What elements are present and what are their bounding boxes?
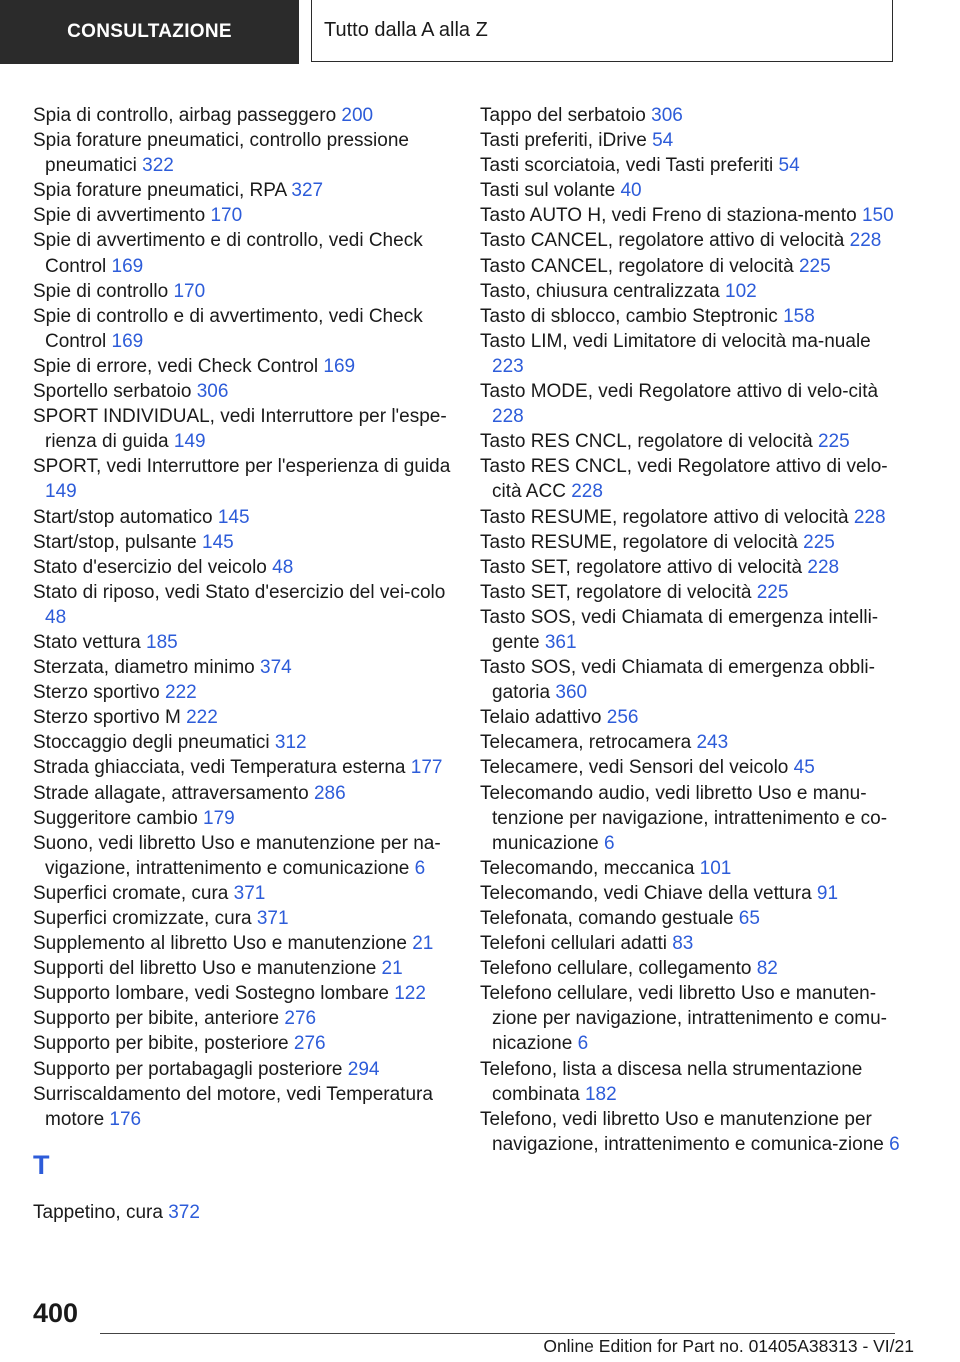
page-reference-link[interactable]: 149 (45, 481, 77, 503)
index-entry (33, 956, 453, 981)
index-entry (33, 128, 453, 178)
page-reference-link[interactable]: 228 (807, 556, 840, 578)
index-entry-text: Tasto CANCEL, regolatore di velocità (480, 255, 794, 277)
index-entry-text: Supplemento al libretto Uso e manutenzione (33, 933, 407, 955)
page-reference-link[interactable]: 306 (651, 105, 683, 126)
page-reference-link[interactable]: 228 (853, 506, 886, 528)
index-entry-text: Sterzo sportivo (33, 682, 160, 704)
page-reference-link[interactable]: 372 (168, 1201, 200, 1223)
page-reference-link[interactable]: 185 (146, 631, 178, 653)
index-entry-text: Telefono cellulare, vedi libretto Uso e manuten-zione per navigazione, intrattenimento e comu-nicazione (480, 983, 888, 1055)
page-reference-link[interactable]: 149 (173, 431, 206, 453)
index-entry (480, 530, 900, 555)
page-reference-link[interactable]: 322 (142, 155, 174, 177)
index-entry (33, 1031, 453, 1056)
index-entry (33, 530, 453, 555)
index-entry-text: Spie di avvertimento (33, 205, 206, 227)
index-entry (33, 705, 453, 730)
index-entry (33, 831, 453, 881)
index-entry (33, 755, 453, 780)
index-entry-text: Telefonata, comando gestuale (480, 908, 734, 929)
index-entry (33, 454, 453, 504)
page-reference-link[interactable]: 145 (217, 506, 250, 528)
page-reference-link[interactable]: 374 (260, 657, 292, 679)
index-entry (480, 128, 900, 153)
index-entry-text: Sterzata, diametro minimo (33, 657, 255, 679)
index-entry (480, 178, 900, 203)
index-entry (33, 630, 453, 655)
page-reference-link[interactable]: 176 (109, 1108, 142, 1130)
index-entry (480, 1107, 900, 1157)
page-reference-link[interactable]: 48 (272, 556, 294, 578)
index-entry-text: Spia di controllo, airbag passeggero (33, 105, 337, 126)
index-entry-text: Strada ghiacciata, vedi Temperatura esterna (33, 757, 406, 779)
index-entry-text: Suono, vedi libretto Uso e manutenzione per na-vigazione, intrattenimento e comunicazione (33, 832, 441, 879)
index-list-left (33, 103, 453, 1132)
index-entry-text: Supporto per bibite, anteriore (33, 1008, 280, 1030)
page-reference-link[interactable]: 276 (293, 1033, 326, 1055)
index-entry-text: Spie di errore, vedi Check Control (33, 355, 319, 377)
index-entry-text: Tappo del serbatoio (480, 105, 646, 126)
index-entry-text: Telefoni cellulari adatti (480, 933, 667, 955)
index-entry-text: Stato d'esercizio del veicolo (33, 556, 267, 578)
index-entry-text: Telecamere, vedi Sensori del veicolo (480, 757, 789, 779)
page-reference-link[interactable]: 83 (672, 933, 694, 955)
index-entry (33, 304, 453, 354)
index-entry-text: Supporto per bibite, posteriore (33, 1033, 289, 1055)
index-entry-text: Tasto RES CNCL, vedi Regolatore attivo di velo-cità ACC (480, 456, 888, 503)
page-reference-link[interactable]: 122 (394, 983, 426, 1005)
index-entry (33, 379, 453, 404)
index-entry (480, 781, 900, 856)
page-reference-link[interactable]: 6 (889, 1133, 900, 1155)
index-entry-text: Tasti sul volante (480, 180, 616, 202)
index-list-left-after (33, 1200, 453, 1225)
page-reference-link[interactable]: 228 (849, 230, 882, 252)
page-reference-link[interactable]: 6 (603, 832, 615, 854)
index-entry-text: Tasto, chiusura centralizzata (480, 280, 720, 302)
page-reference-link[interactable]: 179 (203, 807, 235, 829)
index-entry (480, 705, 900, 730)
page-reference-link[interactable]: 102 (725, 280, 757, 302)
index-entry-text: Telecomando, meccanica (480, 857, 695, 879)
index-entry-text: Start/stop, pulsante (33, 531, 197, 553)
index-entry (480, 755, 900, 780)
index-entry (480, 580, 900, 605)
index-entry (33, 1200, 453, 1225)
page-reference-link[interactable]: 169 (111, 255, 144, 277)
index-entry-text: Telefono cellulare, collegamento (480, 958, 752, 980)
index-entry-text: Superfici cromizzate, cura (33, 908, 252, 929)
index-entry (480, 429, 900, 454)
index-entry (33, 404, 453, 454)
index-entry (33, 730, 453, 755)
page-reference-link[interactable]: 21 (381, 958, 403, 980)
index-entry (480, 279, 900, 304)
page-reference-link[interactable]: 54 (652, 130, 674, 152)
page-reference-link[interactable]: 327 (291, 180, 324, 202)
index-entry-text: Spia forature pneumatici, RPA (33, 180, 287, 202)
index-entry (480, 329, 900, 379)
page-reference-link[interactable]: 360 (555, 682, 588, 704)
index-entry (33, 103, 453, 128)
index-entry-text: Telecomando, vedi Chiave della vettura (480, 882, 812, 904)
index-entry (480, 730, 900, 755)
index-entry-text: Tasti scorciatoia, vedi Tasti preferiti (480, 155, 774, 177)
page-reference-link[interactable]: 40 (620, 180, 642, 202)
index-entry (33, 1057, 453, 1082)
index-entry-text: Tasti preferiti, iDrive (480, 130, 647, 152)
index-entry-text: Surriscaldamento del motore, vedi Temperatura motore (33, 1083, 433, 1130)
page-reference-link[interactable]: 306 (196, 381, 229, 403)
index-entry (480, 981, 900, 1056)
page-reference-link[interactable]: 150 (861, 205, 894, 227)
section-title: CONSULTAZIONE (67, 21, 232, 42)
index-entry-text: Supporti del libretto Uso e manutenzione (33, 958, 377, 980)
page-reference-link[interactable]: 6 (577, 1033, 589, 1055)
chapter-header (311, 0, 893, 62)
index-entry-text: Spie di controllo e di avvertimento, vedi Check Control (33, 305, 423, 352)
index-entry (33, 781, 453, 806)
index-entry-text: Tasto SOS, vedi Chiamata di emergenza obbli-gatoria (480, 657, 875, 704)
index-column-left (33, 103, 453, 1225)
index-entry-text: Sportello serbatoio (33, 381, 192, 403)
index-entry-text: Tasto SET, regolatore di velocità (480, 581, 752, 603)
index-entry-text: Strade allagate, attraversamento (33, 782, 309, 804)
page-reference-link[interactable]: 45 (793, 757, 815, 779)
index-entry (33, 178, 453, 203)
page-reference-link[interactable]: 91 (816, 882, 839, 904)
page-reference-link[interactable]: 21 (412, 933, 434, 955)
index-entry (33, 1082, 453, 1132)
page-reference-link[interactable]: 286 (313, 782, 346, 804)
page-reference-link[interactable]: 169 (323, 355, 356, 377)
index-entry-text: Tasto di sblocco, cambio Steptronic (480, 305, 778, 327)
page-reference-link[interactable]: 222 (165, 682, 197, 704)
index-entry (33, 680, 453, 705)
page-reference-link[interactable]: 48 (45, 606, 67, 628)
page-reference-link[interactable]: 6 (414, 857, 426, 879)
page-reference-link[interactable]: 371 (256, 908, 289, 929)
index-entry (480, 228, 900, 253)
index-entry-text: Tasto SOS, vedi Chiamata di emergenza intelli-gente (480, 606, 879, 653)
index-entry (33, 580, 453, 630)
index-entry (480, 655, 900, 705)
page-reference-link[interactable]: 200 (341, 105, 374, 126)
index-entry (480, 153, 900, 178)
index-entry-text: Stato di riposo, vedi Stato d'esercizio del vei-colo (33, 581, 446, 603)
index-entry (33, 505, 453, 530)
index-entry-text: Telecamera, retrocamera (480, 732, 692, 754)
index-entry-text: Telecomando audio, vedi libretto Uso e manu-tenzione per navigazione, intrattenimento e co-municazione (480, 782, 888, 854)
page-reference-link[interactable]: 225 (817, 431, 850, 453)
index-entry-text: Sterzo sportivo M (33, 707, 181, 729)
index-entry-text: Spia forature pneumatici, controllo pressione pneumatici (33, 130, 409, 177)
index-entry-text: Supporto lombare, vedi Sostegno lombare (33, 983, 389, 1005)
page-reference-link[interactable]: 228 (571, 481, 603, 503)
index-entry (480, 956, 900, 981)
index-entry (33, 981, 453, 1006)
index-entry (480, 931, 900, 956)
index-entry (480, 454, 900, 504)
index-entry (480, 555, 900, 580)
page-reference-link[interactable]: 276 (284, 1008, 317, 1030)
index-entry-text: Stoccaggio degli pneumatici (33, 732, 270, 754)
index-list-right (480, 103, 900, 1157)
index-entry-text: Tasto RESUME, regolatore di velocità (480, 531, 798, 553)
index-entry (480, 379, 900, 429)
index-entry-text: SPORT INDIVIDUAL, vedi Interruttore per l'espe-rienza di guida (33, 406, 447, 453)
index-entry-text: Tasto CANCEL, regolatore attivo di velocità (480, 230, 845, 252)
index-entry-text: Superfici cromate, cura (33, 882, 229, 904)
index-entry (480, 254, 900, 279)
index-entry (33, 203, 453, 228)
index-entry-text: Tasto RES CNCL, regolatore di velocità (480, 431, 813, 453)
page-reference-link[interactable]: 228 (492, 406, 524, 428)
index-entry-text: Suggeritore cambio (33, 807, 198, 829)
page-reference-link[interactable]: 82 (756, 958, 778, 980)
index-entry-text: Tasto AUTO H, vedi Freno di staziona-mento (480, 205, 857, 227)
page-reference-link[interactable]: 158 (783, 305, 815, 327)
page-reference-link[interactable]: 223 (492, 355, 524, 377)
index-entry-text: Tasto RESUME, regolatore attivo di velocità (480, 506, 849, 528)
index-entry-text: Supporto per portabagagli posteriore (33, 1058, 343, 1080)
index-entry-text: SPORT, vedi Interruttore per l'esperienza di guida (33, 456, 451, 478)
page-reference-link[interactable]: 169 (111, 330, 144, 352)
page-reference-link[interactable]: 170 (210, 205, 243, 227)
page-reference-link[interactable]: 243 (696, 732, 729, 754)
page-reference-link[interactable]: 101 (699, 857, 732, 879)
index-entry-text: Spie di avvertimento e di controllo, vedi Check Control (33, 230, 423, 277)
index-entry (33, 555, 453, 580)
index-entry (33, 806, 453, 831)
index-entry-text: Telefono, lista a discesa nella strumentazione combinata (480, 1058, 863, 1105)
section-tab (0, 0, 299, 64)
page-reference-link[interactable]: 225 (756, 581, 789, 603)
page-reference-link[interactable]: 65 (738, 908, 760, 929)
page-reference-link[interactable]: 225 (798, 255, 831, 277)
section-letter-heading: T (33, 1149, 50, 1180)
index-entry-text: Spie di controllo (33, 280, 169, 302)
index-entry (480, 304, 900, 329)
index-entry-text: Tappetino, cura (33, 1201, 163, 1223)
chapter-title: Tutto dalla A alla Z (324, 19, 488, 41)
page-reference-link[interactable]: 361 (544, 631, 577, 653)
index-entry (480, 505, 900, 530)
page-reference-link[interactable]: 371 (233, 882, 266, 904)
index-entry (480, 103, 900, 128)
index-entry (480, 605, 900, 655)
page-reference-link[interactable]: 294 (347, 1058, 380, 1080)
index-entry (33, 881, 453, 906)
index-entry (480, 906, 900, 931)
index-entry (33, 906, 453, 931)
index-entry (33, 279, 453, 304)
page-reference-link[interactable]: 54 (778, 155, 800, 177)
page-reference-link[interactable]: 145 (202, 531, 234, 553)
page-number: 400 (33, 1298, 79, 1328)
index-entry-text: Telefono, vedi libretto Uso e manutenzione per navigazione, intrattenimento e comunica-zione (480, 1108, 884, 1155)
index-entry (480, 856, 900, 881)
index-entry (33, 228, 453, 278)
page-reference-link[interactable]: 177 (410, 757, 443, 779)
index-entry (480, 203, 900, 228)
index-entry (33, 931, 453, 956)
index-entry (33, 655, 453, 680)
page-reference-link[interactable]: 182 (584, 1083, 617, 1105)
index-entry (33, 1006, 453, 1031)
page-reference-link[interactable]: 170 (173, 280, 206, 302)
page-reference-link[interactable]: 312 (274, 732, 307, 754)
index-column-right (480, 103, 900, 1157)
index-entry-text: Tasto MODE, vedi Regolatore attivo di velo-cità (480, 381, 879, 403)
index-entry (33, 354, 453, 379)
index-entry-text: Tasto SET, regolatore attivo di velocità (480, 556, 803, 578)
index-entry-text: Telaio adattivo (480, 707, 602, 729)
edition-note: Online Edition for Part no. 01405A38313 - VI/21 (543, 1336, 914, 1356)
footer-divider (100, 1333, 895, 1334)
page-reference-link[interactable]: 256 (606, 707, 639, 729)
index-entry-text: Tasto LIM, vedi Limitatore di velocità ma-nuale (480, 330, 871, 352)
index-entry-text: Start/stop automatico (33, 506, 213, 528)
index-entry-text: Stato vettura (33, 631, 141, 653)
page-reference-link[interactable]: 222 (186, 707, 218, 729)
index-entry (480, 881, 900, 906)
page-reference-link[interactable]: 225 (803, 531, 835, 553)
index-entry (480, 1057, 900, 1107)
